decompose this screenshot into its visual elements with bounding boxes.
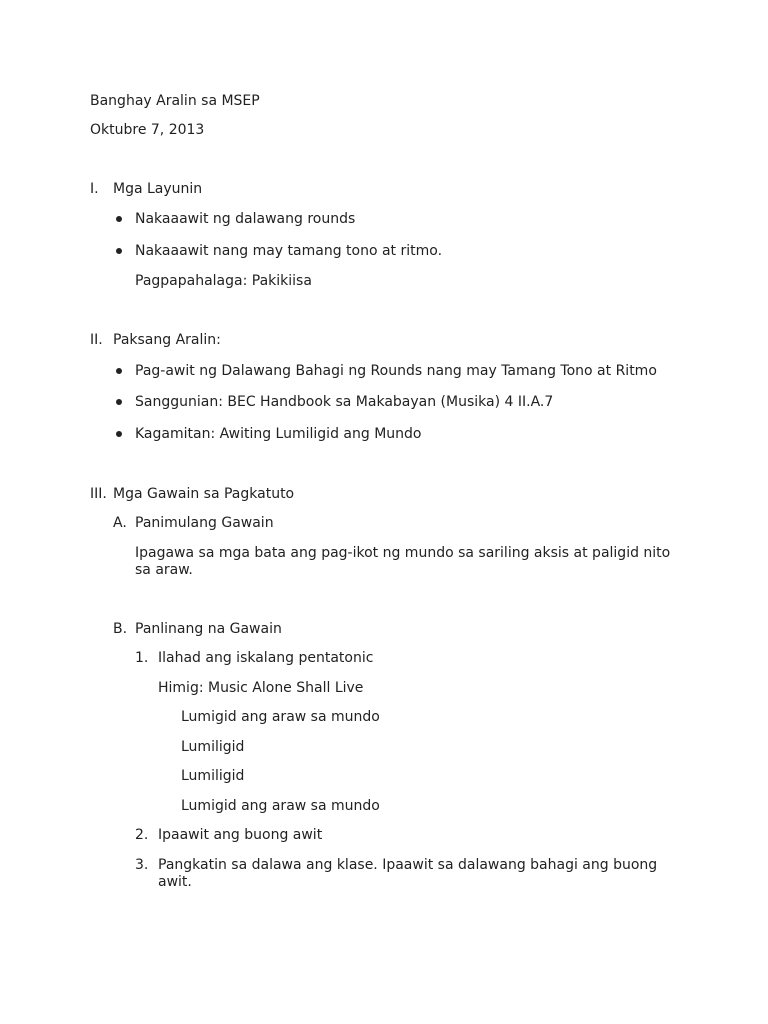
- lyric-line: Lumigid ang araw sa mundo: [181, 709, 380, 725]
- list-item-marker: 2.: [135, 827, 149, 843]
- section-3-marker: III.: [90, 486, 107, 502]
- document-date: Oktubre 7, 2013: [90, 122, 205, 138]
- subsection-b-marker: B.: [113, 621, 128, 637]
- section-1-value-line: Pagpapahalaga: Pakikiisa: [135, 273, 312, 289]
- section-2-bullet: Sanggunian: BEC Handbook sa Makabayan (Musika) 4 II.A.7: [135, 394, 554, 410]
- section-2-bullet: Kagamitan: Awiting Lumiligid ang Mundo: [135, 426, 422, 442]
- bullet-icon: [116, 248, 122, 254]
- list-item: Ipaawit ang buong awit: [158, 827, 323, 843]
- section-1-bullet: Nakaaawit ng dalawang rounds: [135, 211, 356, 227]
- subsection-b-heading: Panlinang na Gawain: [135, 621, 282, 637]
- list-item: Ilahad ang iskalang pentatonic: [158, 650, 374, 666]
- subsection-a-text: Ipagawa sa mga bata ang pag-ikot ng mundo sa sariling aksis at paligid nito sa araw.: [135, 545, 671, 578]
- subsection-a-heading: Panimulang Gawain: [135, 515, 274, 531]
- section-2-bullet: Pag-awit ng Dalawang Bahagi ng Rounds nang may Tamang Tono at Ritmo: [135, 363, 657, 379]
- document-title: Banghay Aralin sa MSEP: [90, 93, 260, 109]
- section-2-heading: Paksang Aralin:: [113, 332, 221, 348]
- list-item-marker: 3.: [135, 857, 149, 873]
- subsection-a-marker: A.: [113, 515, 127, 531]
- section-3-heading: Mga Gawain sa Pagkatuto: [113, 486, 295, 502]
- section-1-heading: Mga Layunin: [113, 181, 203, 197]
- lyric-line: Lumigid ang araw sa mundo: [181, 798, 380, 814]
- lyric-line: Lumiligid: [181, 768, 245, 784]
- bullet-icon: [116, 399, 122, 405]
- section-1-marker: I.: [90, 181, 99, 197]
- lyric-line: Lumiligid: [181, 739, 245, 755]
- himig-line: Himig: Music Alone Shall Live: [158, 680, 364, 696]
- section-2-marker: II.: [90, 332, 103, 348]
- bullet-icon: [116, 431, 122, 437]
- list-item: Pangkatin sa dalawa ang klase. Ipaawit sa dalawang bahagi ang buong awit.: [158, 857, 658, 890]
- bullet-icon: [116, 216, 122, 222]
- bullet-icon: [116, 368, 122, 374]
- list-item-marker: 1.: [135, 650, 149, 666]
- section-1-bullet: Nakaaawit nang may tamang tono at ritmo.: [135, 243, 443, 259]
